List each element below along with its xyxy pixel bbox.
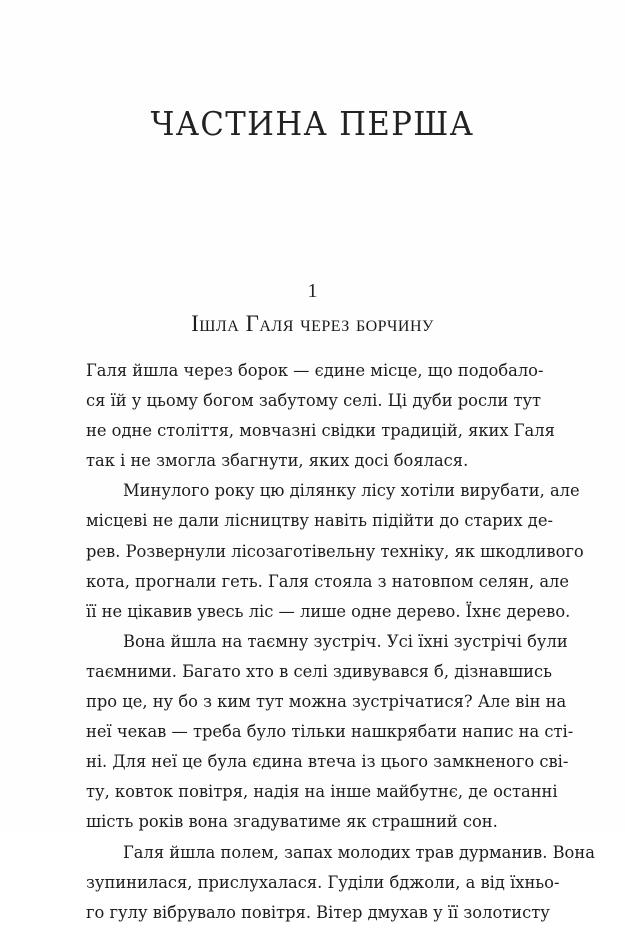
text-line: Галя йшла полем, запах молодих трав дурманив. Вона [123,842,595,862]
chapter-number: 1 [307,280,318,302]
text-line: про це, ну бо з ким тут можна зустрічатися? Але він на [86,692,567,712]
text-line: Минулого року цю ділянку лісу хотіли вирубати, але [123,481,580,501]
text-line: го гулу вібрувало повітря. Вітер дмухав у її золотисту [86,902,550,922]
text-line: Вона йшла на таємну зустріч. Усі їхні зустрічі були [123,631,568,651]
text-line: місцеві не дали лісництву навіть підійти до старих де- [86,511,553,531]
chapter-title: Ішла Галя через борчину [191,311,434,336]
part-title: ЧАСТИНА ПЕРША [150,104,475,143]
text-line: ся їй у цьому богом забутому селі. Ці дуби росли тут [86,391,542,411]
text-line: Галя йшла через борок — єдине місце, що подобало- [86,361,544,380]
text-line: рев. Розвернули лісозаготівельну техніку, як шкодливого [86,541,584,561]
text-line: неї чекав — треба було тільки нашкрябати напис на сті- [86,722,574,742]
text-line: ні. Для неї це була єдина втеча із цього замкненого сві- [86,752,569,772]
text-line: кота, прогнали геть. Галя стояла з натовпом селян, але [86,571,569,591]
text-line: ту, ковток повітря, надія на інше майбутнє, де останні [86,782,558,802]
text-line: так і не змогла збагнути, яких досі боялася. [86,451,469,471]
text-line: таємними. Багато хто в селі здивувався б, дізнавшись [86,661,553,681]
text-line: її не цікавив увесь ліс — лише одне дерево. Їхнє дерево. [86,601,571,621]
chapter-body [86,356,595,928]
text-line: не одне століття, мовчазні свідки традицій, яких Галя [86,421,555,441]
text-line: зупинилася, прислухалася. Гуділи бджоли, а від їхньо- [86,872,560,892]
text-line: шість років вона згадуватиме як страшний сон. [86,812,498,832]
